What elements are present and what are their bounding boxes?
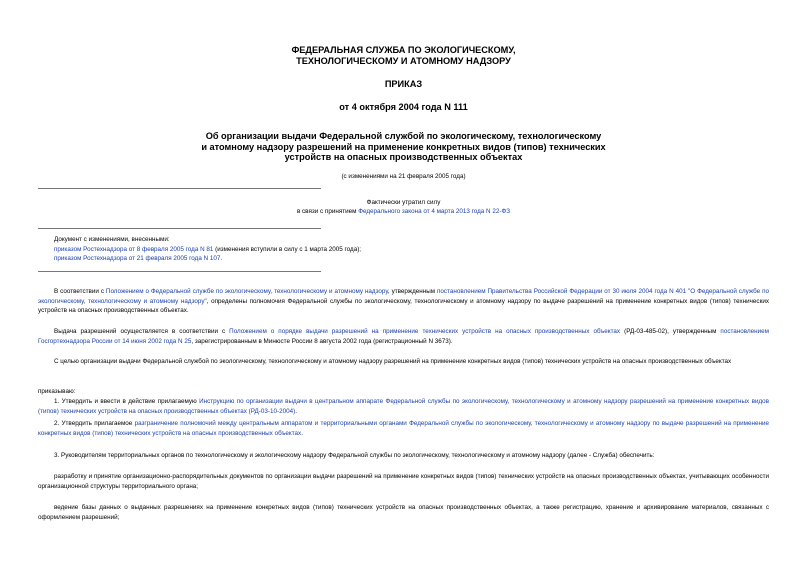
order-81-link[interactable]: приказом Ростехнадзора от 8 февраля 2005 года N 81 (54, 245, 214, 253)
agency-line-2: ТЕХНОЛОГИЧЕСКОМУ И АТОМНОМУ НАДЗОРУ (296, 55, 511, 66)
change-item-2: приказом Ростехнадзора от 21 февраля 2005 года N 107. (54, 255, 223, 263)
title-line-2: и атомному надзору разрешений на применение конкретных видов (типов) технических (201, 141, 606, 152)
doc-date: от 4 октября 2004 года N 111 (339, 102, 468, 112)
item-2: 2. Утвердить прилагаемое разграничение полномочий между центральным аппаратом и территориальными органами Федеральной службы по экологическому, технологическому и атомному надзору по выдаче разрешений на применение конкретных видов (типов) технических устройств на опасных производственных объектах. (38, 420, 769, 437)
changes-block (38, 235, 769, 264)
item-3: 3. Руководителям территориальных органов по технологическому и экологическому надзору Федеральной службы по экологическому, технологическому и атомному надзору (далее - Служба) обеспечить: (54, 452, 655, 459)
paragraph-1: В соответствии с Положением о Федеральной службе по экологическому, технологическому и атомному надзору, утвержденным постановлением Правительства Российской Федерации от 30 июля 2004 года N 401 "О Федеральной службе по экологическому, технологическому и атомному надзору", определены полномочия Федеральной службы по экологическому, технологическому и атомному надзору по выдаче разрешений на применение конкретных видов (типов) технических устройств на опасных производственных объектах. (38, 288, 770, 315)
paragraph-3: С целью организации выдачи Федеральной службой по экологическому, технологическому и атомному надзору разрешений на применение конкретных видов (типов) технических устройств на опасных производственных объектах (54, 358, 732, 365)
regulation-link[interactable]: Положением о Федеральной службе по экологическому, технологическому и атомному надзору (105, 288, 388, 295)
title-line-3: устройств на опасных производственных объектах (284, 152, 523, 162)
permit-procedure-link[interactable]: Положением о порядке выдачи разрешений на применение технических устройств на опасных производственных объектах (229, 328, 621, 335)
powers-delimitation-link[interactable]: разграничение полномочий между центральным аппаратом и территориальными органами Федеральной службы по экологическому, технологическому и атомному надзору по выдаче разрешений на применение конкретных видов (типов) технических устройств на опасных производственных объектах (38, 420, 769, 437)
federal-law-link[interactable]: Федерального закона от 4 марта 2013 года N 22-ФЗ (358, 208, 511, 215)
divider (38, 271, 321, 272)
item-3-subitem-2: ведение базы данных о выданных разрешениях на применение конкретных видов (типов) технических устройств на опасных производственных объектах, а также регистрацию, хранение и архивирование материалов, связанных с оформлением разрешений; (38, 504, 769, 521)
divider (38, 188, 321, 189)
order-word: приказываю: (38, 388, 76, 395)
paragraph-2: Выдача разрешений осуществляется в соответствии с Положением о порядке выдачи разрешений на применение технических устройств на опасных производственных объектах (РД-03-485-02), утвержденным постановлением Госгортехнадзора России от 14 июня 2002 года N 25, зарегистрированным в Минюсте России 8 августа 2002 года (регистрационный N 3673). (38, 328, 769, 345)
amendments-note: (с изменениями на 21 февраля 2005 года) (341, 173, 466, 180)
item-1: 1. Утвердить и ввести в действие прилагаемую Инструкцию по организации выдачи в центральном аппарате Федеральной службы по экологическому, технологическому и атомному надзору разрешений на применение конкретных видов (типов) технических устройств на опасных производственных объектах (РД-03-10-2004). (38, 398, 769, 415)
order-107-link[interactable]: приказом Ростехнадзора от 21 февраля 2005 года N 107 (54, 255, 221, 263)
change-item-1: приказом Ростехнадзора от 8 февраля 2005 года N 81 (изменения вступили в силу с 1 марта 2005 года); (54, 245, 362, 253)
changes-intro: Документ с изменениями, внесенными: (54, 236, 170, 243)
item-3-subitem-1: разработку и принятие организационно-распорядительных документов по организации выдачи разрешений на применение конкретных видов (типов) технических устройств на опасных производственных объектах, учитывающих особенности организационной структуры территориального органа; (38, 473, 769, 490)
status-line-1: Фактически утратил силу (366, 199, 441, 206)
status-line-2: в связи с принятием Федерального закона от 4 марта 2013 года N 22-ФЗ (296, 208, 511, 215)
agency-heading (0, 45, 807, 66)
doc-type: ПРИКАЗ (384, 79, 423, 89)
government-decree-link[interactable]: постановлением Правительства Российской Федерации от 30 июля 2004 года N 401 "О Федеральной службе по экологическому, технологическому и атомному надзору" (38, 288, 770, 305)
instruction-link[interactable]: Инструкцию по организации выдачи в центральном аппарате Федеральной службы по экологическому, технологическому и атомному надзору разрешений на применение конкретных видов (типов) технических устройств на опасных производственных объектах (РД-03-10-2004) (38, 398, 769, 415)
divider (38, 228, 321, 229)
gosgortekhnadzor-decree-link[interactable]: постановлением Госгортехнадзора России от 14 июня 2002 года N 25 (38, 328, 769, 345)
agency-line-1: ФЕДЕРАЛЬНАЯ СЛУЖБА ПО ЭКОЛОГИЧЕСКОМУ, (291, 45, 516, 55)
title-line-1: Об организации выдачи Федеральной службой по экологическому, технологическому (205, 131, 602, 141)
doc-title (0, 131, 807, 163)
